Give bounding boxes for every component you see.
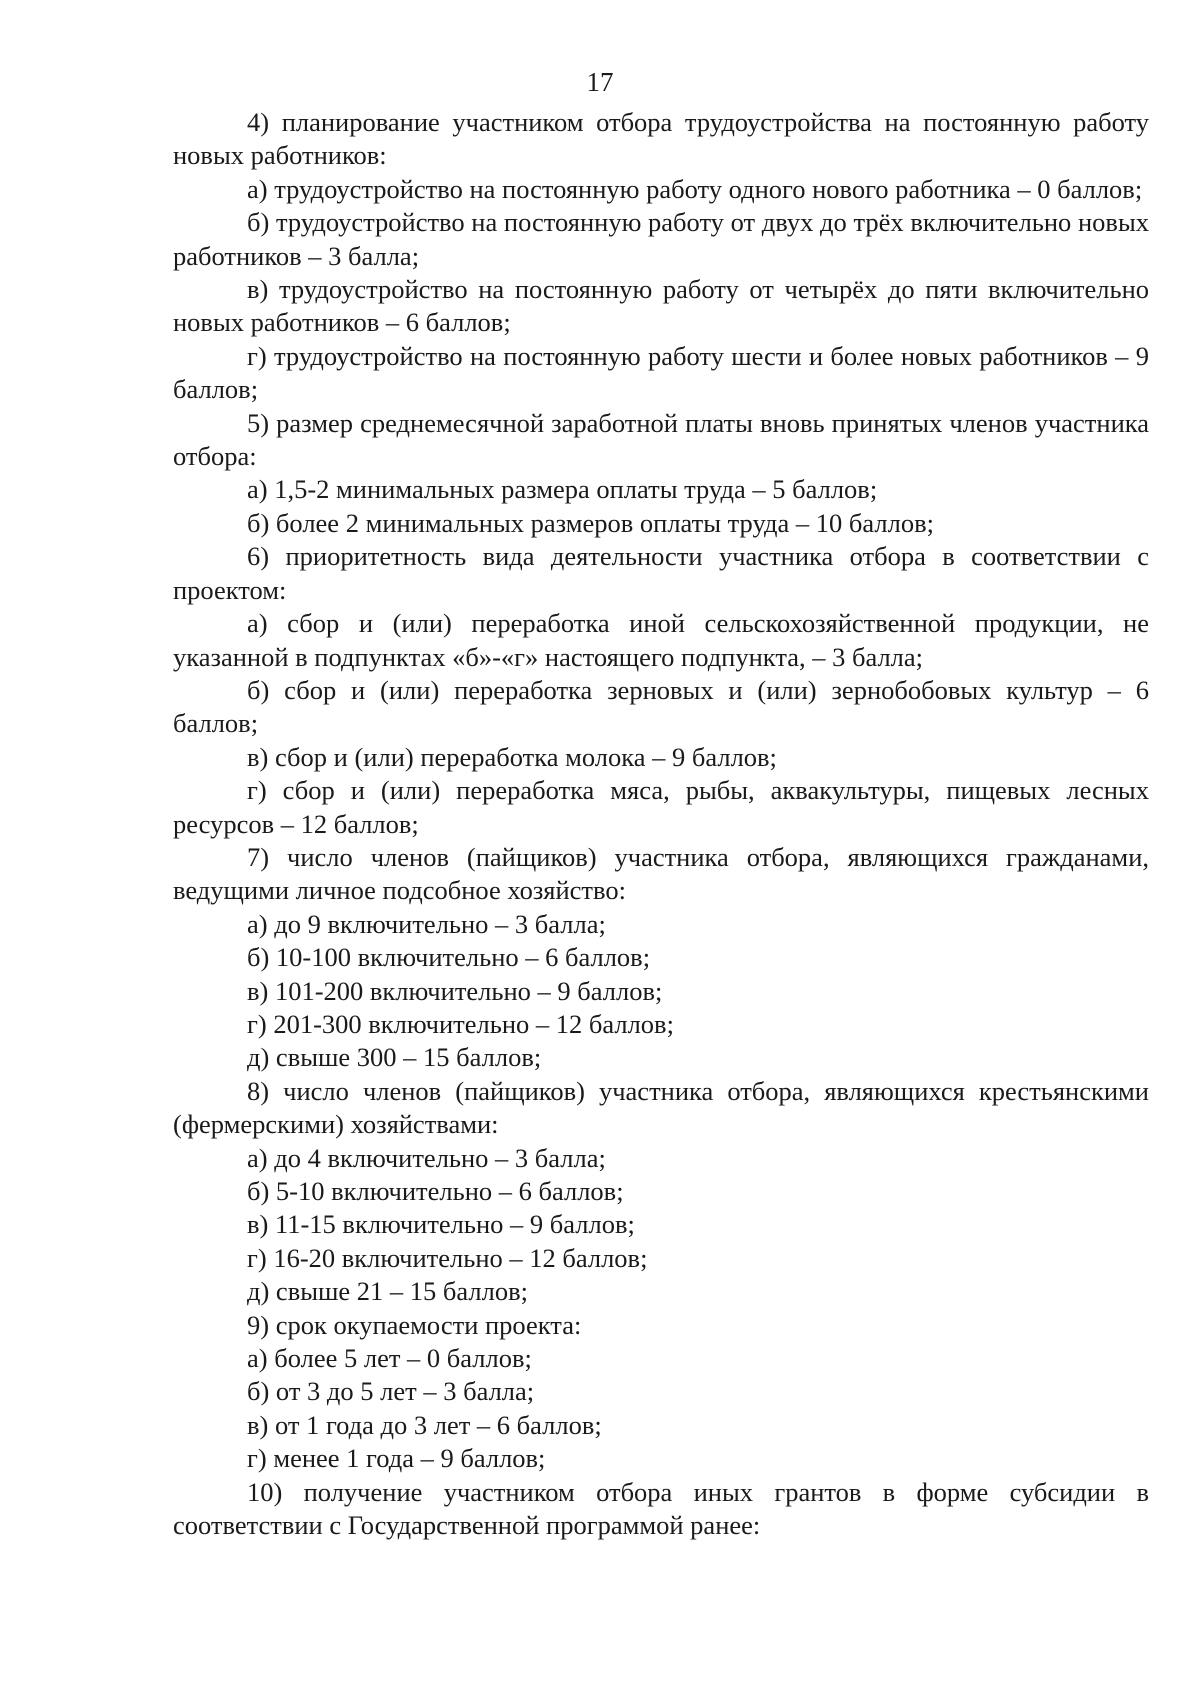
paragraph: 7) число членов (пайщиков) участника отбора, являющихся гражданами, ведущими личное подсобное хозяйство: — [173, 841, 1149, 906]
list-item: б) от 3 до 5 лет – 3 балла; — [247, 1376, 535, 1407]
list-item: г) 201-300 включительно – 12 баллов; — [247, 1008, 674, 1039]
list-item: 9) срок окупаемости проекта: — [247, 1309, 582, 1340]
page-number: 17 — [586, 67, 614, 97]
list-item: а) 1,5-2 минимальных размера оплаты труда – 5 баллов; — [247, 474, 878, 505]
paragraph: б) сбор и (или) переработка зерновых и (или) зернобобовых культур – 6 баллов; — [173, 674, 1149, 739]
document-body — [173, 106, 1149, 1542]
paragraph: г) сбор и (или) переработка мяса, рыбы, аквакультуры, пищевых лесных ресурсов – 12 баллов; — [173, 775, 1149, 839]
list-item: а) до 9 включительно – 3 балла; — [247, 908, 606, 939]
list-item: б) 10-100 включительно – 6 баллов; — [247, 942, 651, 973]
list-item: б) 5-10 включительно – 6 баллов; — [247, 1176, 624, 1206]
list-item: в) сбор и (или) переработка молока – 9 баллов; — [247, 741, 777, 772]
list-item: г) менее 1 года – 9 баллов; — [247, 1443, 546, 1474]
list-item: д) свыше 300 – 15 баллов; — [247, 1042, 542, 1073]
paragraph: 4) планирование участником отбора трудоустройства на постоянную работу новых работников: — [173, 107, 1149, 171]
list-item: г) 16-20 включительно – 12 баллов; — [247, 1242, 648, 1273]
paragraph: в) трудоустройство на постоянную работу от четырёх до пяти включительно новых работников – 6 баллов; — [173, 274, 1149, 338]
list-item: б) более 2 минимальных размеров оплаты труда – 10 баллов; — [247, 507, 934, 538]
list-item: в) 101-200 включительно – 9 баллов; — [247, 975, 663, 1006]
paragraph: б) трудоустройство на постоянную работу от двух до трёх включительно новых работников – 3 балла; — [173, 207, 1149, 271]
list-item: д) свыше 21 – 15 баллов; — [247, 1276, 528, 1307]
paragraph: 5) размер среднемесячной заработной платы вновь принятых членов участника отбора: — [173, 407, 1149, 472]
list-item: а) до 4 включительно – 3 балла; — [247, 1142, 606, 1173]
paragraph: 8) число членов (пайщиков) участника отбора, являющихся крестьянскими (фермерскими) хозяйствами: — [173, 1075, 1149, 1140]
paragraph: 6) приоритетность вида деятельности участника отбора в соответствии с проектом: — [173, 541, 1149, 605]
paragraph: а) трудоустройство на постоянную работу одного нового работника – 0 баллов; — [247, 173, 1143, 204]
list-item: в) от 1 года до 3 лет – 6 баллов; — [247, 1409, 602, 1440]
list-item: а) более 5 лет – 0 баллов; — [247, 1343, 532, 1374]
paragraph: а) сбор и (или) переработка иной сельскохозяйственной продукции, не указанной в подпунктах «б»-«г» настоящего подпункта, – 3 балла; — [173, 608, 1149, 672]
paragraph: 10) получение участником отбора иных грантов в форме субсидии в соответствии с Государственной программой ранее: — [173, 1476, 1149, 1541]
paragraph: г) трудоустройство на постоянную работу шести и более новых работников – 9 баллов; — [173, 340, 1149, 405]
list-item: в) 11-15 включительно – 9 баллов; — [247, 1209, 635, 1240]
